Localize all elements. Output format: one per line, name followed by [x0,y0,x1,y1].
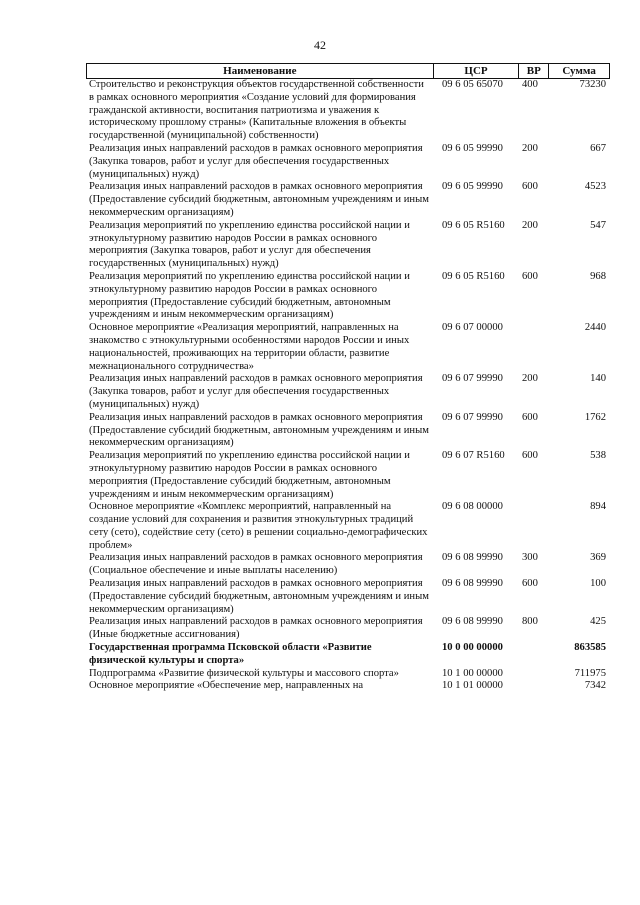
table-row [86,578,610,616]
row-vr [520,322,550,373]
row-vr [520,668,550,681]
row-name: Государственная программа Псковской области «Развитие физической культуры и спорта» [89,642,372,666]
table-row [86,79,610,143]
row-name: Реализация иных направлений расходов в рамках основного мероприятия (Иные бюджетные ассигнования) [89,616,423,641]
row-name: Основное мероприятие «Комплекс мероприятий, направленный на создание условий для сохранения и развития этнокультурных традиций сету (сето), содействие сету (сето) в решении социально-демографических проблем» [89,501,428,551]
row-name: Реализация мероприятий по укреплению единства российской нации и этнокультурному развитию народов России в рамках основного мероприятия (Закупка товаров, работ и услуг для обеспечения государственных (муниципальных) нужд) [89,219,410,270]
row-sum: 1762 [584,411,606,423]
row-vr: 600 [522,578,538,590]
budget-table [86,63,610,693]
row-csr: 09 6 07 99990 [442,411,503,423]
row-csr: 09 6 08 00000 [442,501,503,513]
row-sum: 894 [590,501,606,513]
row-name: Реализация мероприятий по укреплению единства российской нации и этнокультурному развитию народов России в рамках основного мероприятия (Предоставление субсидий бюджетным, автономным учреждениям и иным некоммерческим организациям) [89,450,410,500]
row-sum: 863585 [574,642,606,654]
row-vr: 200 [522,142,538,154]
row-sum: 73230 [579,79,606,90]
row-vr [520,501,550,552]
row-vr: 600 [522,181,538,193]
row-csr: 09 6 07 00000 [442,322,503,334]
row-vr [520,642,550,668]
table-body [86,79,610,693]
row-name: Реализация иных направлений расходов в рамках основного мероприятия (Предоставление субсидий бюджетным, автономным учреждениям и иным некоммерческим организациям) [89,578,429,615]
row-sum: 425 [590,616,606,628]
header-csr: ЦСР [434,64,520,78]
row-sum: 4523 [584,181,606,193]
row-sum: 100 [590,578,606,590]
page-number: 42 [314,38,326,52]
row-csr: 09 6 08 99990 [442,578,503,590]
row-name: Реализация мероприятий по укреплению единства российской нации и этнокультурному развитию народов России в рамках основного мероприятия (Предоставление субсидий бюджетным, автономным учреждениям и иным некоммерческим организациям) [89,270,410,321]
header-sum: Сумма [562,65,596,77]
row-csr: 09 6 08 99990 [442,552,503,564]
row-vr: 600 [522,450,538,462]
row-name: Строительство и реконструкция объектов государственной собственности в рамках основного мероприятия «Создание условий для формирования гражданской активности, воспитания патриотизма и уважения к историческому прошлому страны» (Капитальные вложения в объекты государственной (муниципальной) собственности) [89,79,424,142]
header-vr: ВР [519,64,549,78]
row-sum: 968 [590,270,606,282]
table-row [86,616,610,642]
header-name: Наименование [87,64,434,78]
row-vr: 200 [522,219,538,231]
table-row [86,220,610,271]
row-csr: 10 0 00 00000 [442,642,503,654]
row-csr: 10 1 01 00000 [442,680,503,692]
table-row [86,668,610,681]
row-name: Реализация иных направлений расходов в рамках основного мероприятия (Социальное обеспечение и иные выплаты населению) [89,552,423,577]
row-vr: 200 [522,373,538,385]
row-vr: 400 [522,79,538,90]
row-csr: 09 6 08 99990 [442,616,503,628]
row-csr: 09 6 05 99990 [442,181,503,193]
table-row [86,271,610,322]
row-sum: 711975 [574,667,606,679]
row-csr: 10 1 00 00000 [442,667,503,679]
row-csr: 09 6 05 65070 [442,79,503,90]
row-csr: 09 6 07 R5160 [442,450,505,462]
table-row [86,181,610,219]
row-vr [520,680,550,693]
row-sum: 667 [590,142,606,154]
table-row [86,552,610,578]
row-vr: 800 [522,616,538,628]
table-row [86,450,610,501]
row-name: Реализация иных направлений расходов в рамках основного мероприятия (Закупка товаров, работ и услуг для обеспечения государственных (муниципальных) нужд) [89,142,423,180]
table-row [86,322,610,373]
table-row [86,680,610,693]
row-csr: 09 6 05 R5160 [442,270,505,282]
row-name: Реализация иных направлений расходов в рамках основного мероприятия (Предоставление субсидий бюджетным, автономным учреждениям и иным некоммерческим организациям) [89,181,429,218]
row-vr: 600 [522,411,538,423]
row-name: Реализация иных направлений расходов в рамках основного мероприятия (Предоставление субсидий бюджетным, автономным учреждениям и иным некоммерческим организациям) [89,411,429,449]
row-sum: 369 [590,552,606,564]
row-name: Реализация иных направлений расходов в рамках основного мероприятия (Закупка товаров, работ и услуг для обеспечения государственных (муниципальных) нужд) [89,373,423,410]
table-row [86,143,610,181]
table-row [86,412,610,450]
row-csr: 09 6 07 99990 [442,373,503,385]
table-row [86,501,610,552]
table-header [86,63,610,79]
row-sum: 7342 [584,680,606,692]
row-sum: 538 [590,450,606,462]
row-vr: 300 [522,552,538,564]
row-name: Подпрограмма «Развитие физической культуры и массового спорта» [89,667,399,679]
row-csr: 09 6 05 R5160 [442,219,505,231]
row-vr: 600 [522,270,538,282]
row-sum: 2440 [584,322,606,334]
row-sum: 140 [590,373,606,385]
row-name: Основное мероприятие «Обеспечение мер, направленных на [89,680,364,692]
row-sum: 547 [590,219,606,231]
row-name: Основное мероприятие «Реализация мероприятий, направленных на знакомство с этнокультурными особенностями народов России и иных национальностей, проживающих на территории области, развитие межнационального сотрудничества» [89,322,410,372]
row-csr: 09 6 05 99990 [442,142,503,154]
table-row [86,642,610,668]
table-row [86,373,610,411]
